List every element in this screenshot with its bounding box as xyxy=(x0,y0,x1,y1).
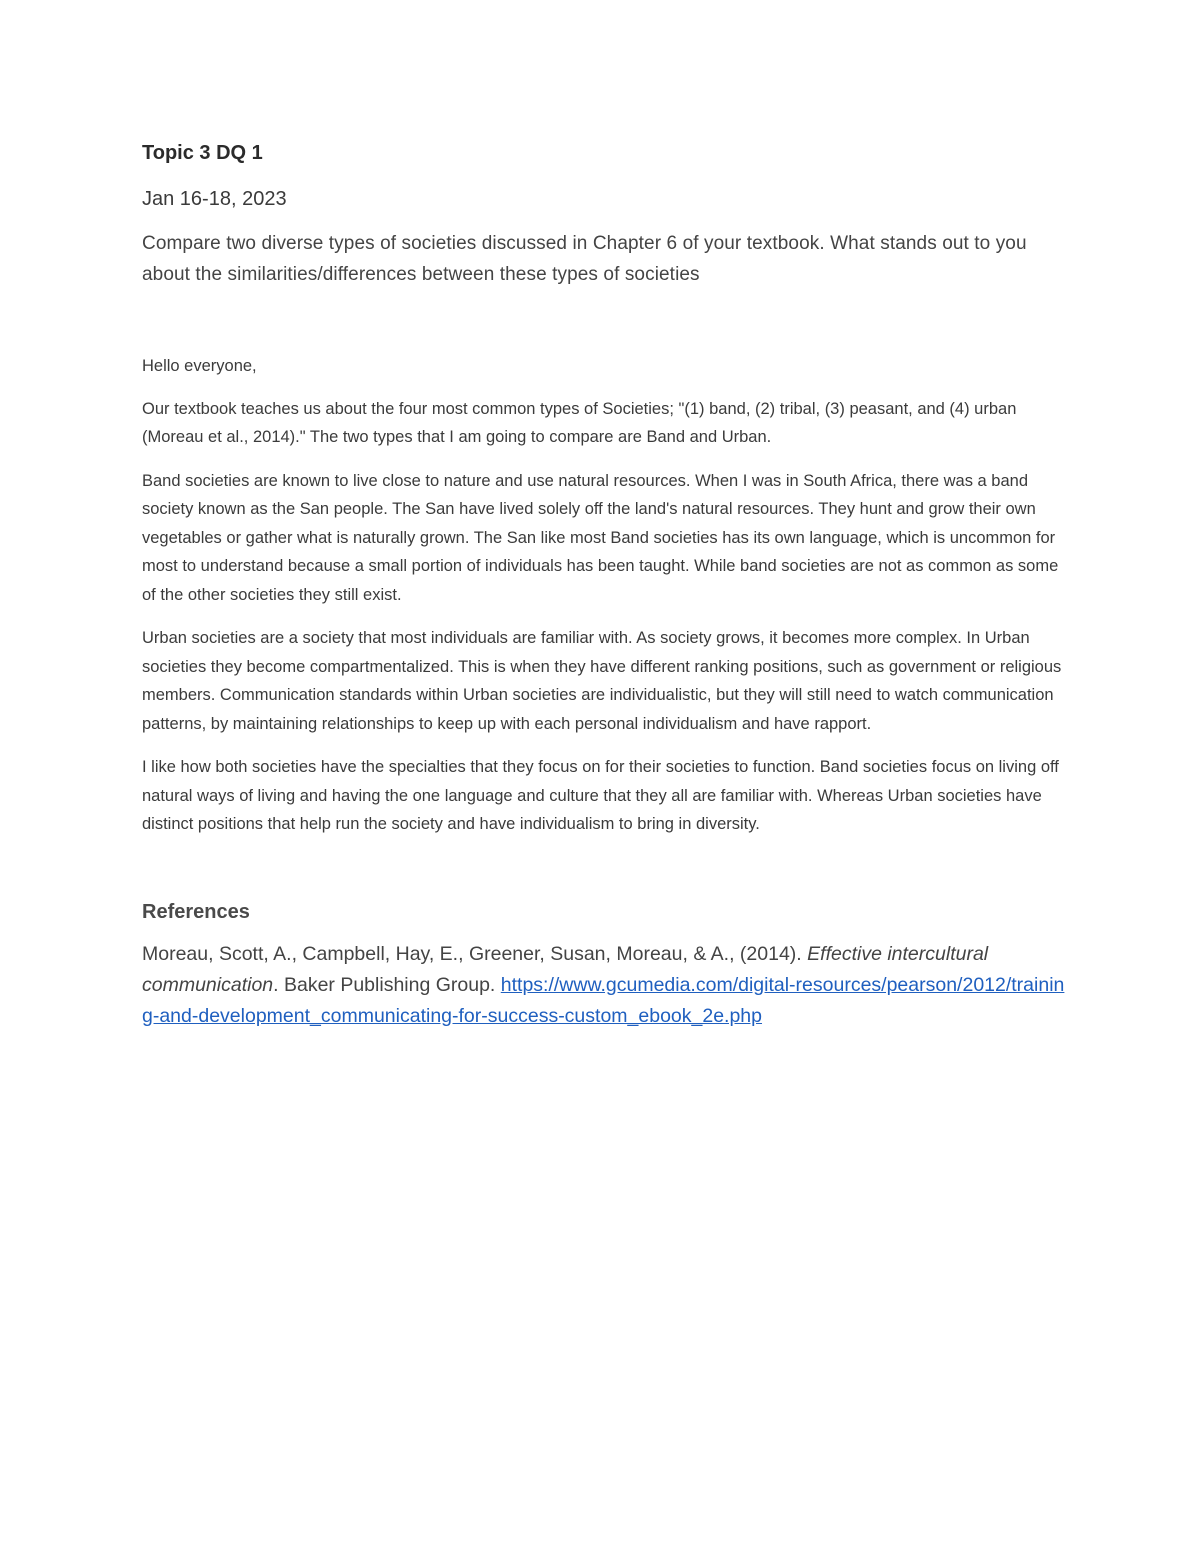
reference-link[interactable]: https://www.gcumedia.com/digital-resources/pearson/2012/training-and-development_communicating-for-success-custom_ebook_2e.php xyxy=(142,973,1065,1027)
document-date: Jan 16-18, 2023 xyxy=(142,188,287,210)
post-body xyxy=(142,352,1072,839)
paragraph-intro: Our textbook teaches us about the four most common types of Societies; "(1) band, (2) tribal, (3) peasant, and (4) urban (Moreau et al., 2014)." The two types that I am going to compare are Band and Urban. xyxy=(142,399,1017,446)
document-page xyxy=(142,140,1072,1032)
reference-publisher: . Baker Publishing Group. xyxy=(273,973,496,996)
greeting: Hello everyone, xyxy=(142,357,257,375)
discussion-prompt: Compare two diverse types of societies discussed in Chapter 6 of your textbook. What stands out to you about the similarities/differences between these types of societies xyxy=(142,233,1027,285)
paragraph-conclusion: I like how both societies have the specialties that they focus on for their societies to function. Band societies focus on living off natural ways of living and having the one language and culture that they all are familiar with. Whereas Urban societies have distinct positions that help run the society and have individualism to bring in diversity. xyxy=(142,758,1059,833)
paragraph-urban-societies: Urban societies are a society that most individuals are familiar with. As society grows, it becomes more complex. In Urban societies they become compartmentalized. This is when they have different ranking positions, such as government or religious members. Communication standards within Urban societies are individualistic, but they will still need to watch communication patterns, by maintaining relationships to keep up with each personal individualism and have rapport. xyxy=(142,629,1062,733)
paragraph-band-societies: Band societies are known to live close to nature and use natural resources. When I was in South Africa, there was a band society known as the San people. The San have lived solely off the land's natural resources. They hunt and grow their own vegetables or gather what is naturally grown. The San like most Band societies has its own language, which is uncommon for most to understand because a small portion of individuals has been taught. While band societies are not as common as some of the other societies they still exist. xyxy=(142,471,1059,604)
reference-book-title: Effective intercultural communication xyxy=(142,942,989,996)
document-title: Topic 3 DQ 1 xyxy=(142,142,263,164)
reference-authors: Moreau, Scott, A., Campbell, Hay, E., Greener, Susan, Moreau, & A., (2014). xyxy=(142,942,802,965)
reference-entry xyxy=(142,939,1072,1032)
references-heading: References xyxy=(142,900,250,923)
